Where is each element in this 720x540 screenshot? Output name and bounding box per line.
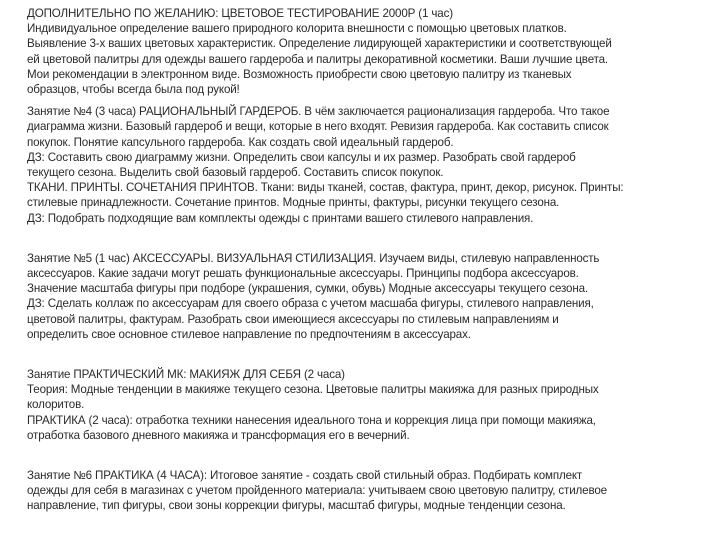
text-line: цветовой палитры, фактурам. Разобрать свои имеющиеся аксессуары по стилевым направлениям и xyxy=(27,312,559,326)
text-line: Мои рекомендации в электронном виде. Возможность приобрести свою цветовую палитру из тканевых xyxy=(27,67,572,81)
spacer xyxy=(27,226,698,251)
fabrics-prints-heading: ТКАНИ. ПРИНТЫ. СОЧЕТАНИЯ ПРИНТОВ. Ткани: виды тканей, состав, фактура, принт, декор, рисунок. Принты: xyxy=(27,181,624,195)
section-heading: Занятие №5 (1 час) АКСЕССУАРЫ. ВИЗУАЛЬНАЯ СТИЛИЗАЦИЯ. Изучаем виды, стилевую направленность xyxy=(27,251,600,265)
text-line: определить свое основное стилевое направление по предпочтениям в аксессуарах. xyxy=(27,327,471,341)
text-line: одежды для себя в магазинах с учетом пройденного материала: учитываем свою цветовую палитру, стилевое xyxy=(27,484,607,498)
text-line: Значение масштаба фигуры при подборе (украшения, сумки, обувь) Модные аксессуары текущего сезона. xyxy=(27,282,588,296)
homework-line: ДЗ: Составить свою диаграмму жизни. Определить свои капсулы и их размер. Разобрать свой гардероб xyxy=(27,150,576,164)
text-line: ей цветовой палитры для одежды вашего гардероба и палитры декоративной косметики. Ваши лучшие цвета. xyxy=(27,52,609,66)
text-line: отработка базового дневного макияжа и трансформация его в вечерний. xyxy=(27,428,410,442)
section-heading: Занятие ПРАКТИЧЕСКИЙ МК: МАКИЯЖ ДЛЯ СЕБЯ (2 часа) xyxy=(27,368,345,382)
homework-line: ДЗ: Сделать коллаж по аксессуарам для своего образа с учетом масшаба фигуры, стилевого направления, xyxy=(27,297,594,311)
text-line: ПРАКТИКА (2 часа): отработка техники нанесения идеального тона и коррекция лица при помощи макияжа, xyxy=(27,413,596,427)
text-line: Выявление 3-х ваших цветовых характеристик. Определение лидирующей характеристики и соответствующей xyxy=(27,37,612,51)
text-line: текущего сезона. Выделить свой базовый гардероб. Составить список покупок. xyxy=(27,166,444,180)
text-line: образцов, чтобы всегда была под рукой! xyxy=(27,83,240,97)
optional-color-testing-section xyxy=(27,6,698,97)
text-line: стилевые принадлежности. Сочетание принтов. Модные принты, фактуры, рисунки текущего сезона. xyxy=(27,196,560,210)
text-line: покупок. Понятие капсульного гардероба. Как создать свой идеальный гардероб. xyxy=(27,135,454,149)
section-heading: Занятие №6 ПРАКТИКА (4 ЧАСА): Итоговое занятие - создать свой стильный образ. Подбирать комплект xyxy=(27,469,583,483)
section-heading: ДОПОЛНИТЕЛЬНО ПО ЖЕЛАНИЮ: ЦВЕТОВОЕ ТЕСТИРОВАНИЕ 2000Р (1 час) xyxy=(27,7,453,20)
spacer xyxy=(27,443,698,468)
text-line: Теория: Модные тенденции в макияже текущего сезона. Цветовые палитры макияжа для разных природных xyxy=(27,383,599,397)
lesson-5-section xyxy=(27,251,698,342)
lesson-6-section xyxy=(27,468,698,514)
homework-line: ДЗ: Подобрать подходящие вам комплекты одежды с принтами вашего стилевого направления. xyxy=(27,211,534,225)
text-line: направление, тип фигуры, свои зоны коррекции фигуры, масштаб фигуры, модные тенденции сезона. xyxy=(27,499,566,513)
text-line: Индивидуальное определение вашего природного колорита внешности с помощью цветовых платков. xyxy=(27,22,567,36)
section-heading: Занятие №4 (3 часа) РАЦИОНАЛЬНЫЙ ГАРДЕРОБ. В чём заключается рационализация гардероба. Что такое xyxy=(27,105,610,119)
text-line: аксессуаров. Какие задачи могут решать функциональные аксессуары. Принципы подбора аксессуаров. xyxy=(27,267,579,281)
text-line: диаграмма жизни. Базовый гардероб и вещи, которые в него входят. Ревизия гардероба. Как составить список xyxy=(27,120,609,134)
spacer xyxy=(27,97,698,104)
makeup-workshop-section xyxy=(27,367,698,443)
spacer xyxy=(27,342,698,367)
text-line: колоритов. xyxy=(27,398,85,412)
lesson-4-section xyxy=(27,104,698,226)
